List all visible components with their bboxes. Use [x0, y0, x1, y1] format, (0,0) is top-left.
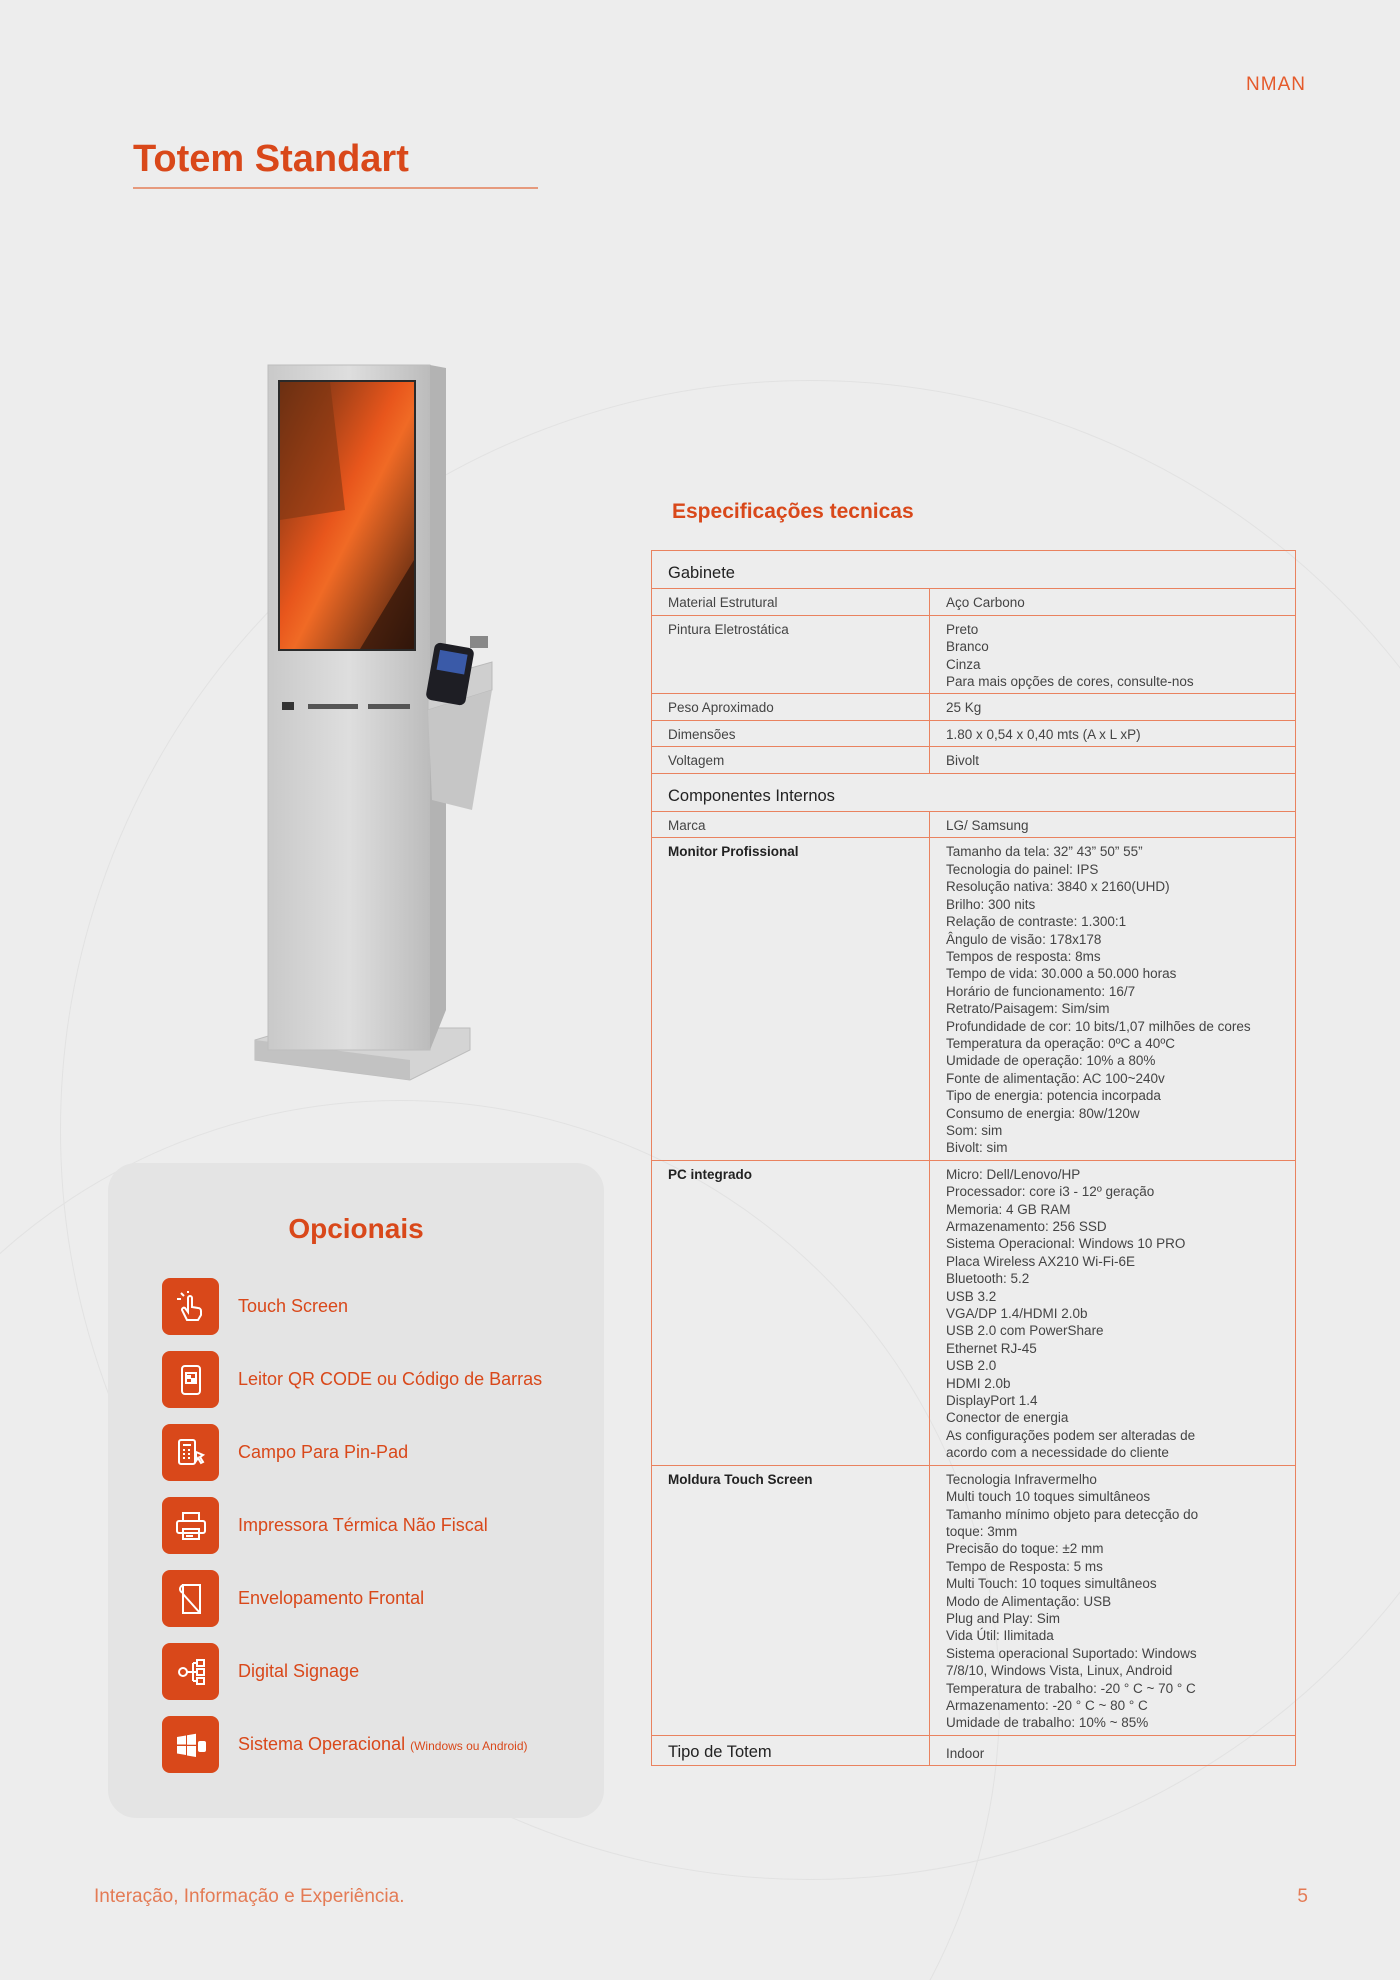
- qr-reader-icon: [162, 1351, 219, 1408]
- spec-value-line: Bivolt: sim: [946, 1140, 1008, 1156]
- spec-key: Dimensões: [652, 720, 930, 746]
- specs-table: [651, 550, 1296, 1766]
- spec-value-line: Conector de energia: [946, 1410, 1069, 1426]
- section-gabinete: Gabinete: [652, 551, 1296, 589]
- spec-value-line: Tamanho mínimo objeto para detecção do: [946, 1506, 1199, 1522]
- spec-value: LG/ Samsung: [930, 812, 1296, 838]
- spec-value-line: Memoria: 4 GB RAM: [946, 1201, 1071, 1217]
- spec-value-line: Tecnologia Infravermelho: [946, 1471, 1097, 1487]
- spec-value: 1.80 x 0,54 x 0,40 mts (A x L xP): [930, 720, 1296, 746]
- opcional-label: Envelopamento Frontal: [238, 1588, 425, 1608]
- table-row: [652, 1735, 1296, 1765]
- spec-value-line: Sistema Operacional: Windows 10 PRO: [946, 1236, 1186, 1252]
- os-icon: [162, 1716, 219, 1773]
- brand-name: NMAN: [1246, 74, 1306, 95]
- spec-value-line: Ângulo de visão: 178x178: [946, 931, 1102, 947]
- spec-value-line: Consumo de energia: 80w/120w: [946, 1105, 1140, 1121]
- opcional-label: Digital Signage: [238, 1661, 360, 1681]
- spec-value-line: USB 3.2: [946, 1288, 997, 1304]
- spec-value-line: Umidade de operação: 10% a 80%: [946, 1053, 1156, 1069]
- spec-value-line: Tempos de resposta: 8ms: [946, 948, 1101, 964]
- table-row: [652, 720, 1296, 746]
- spec-value-line: Umidade de trabalho: 10% ~ 85%: [946, 1715, 1149, 1731]
- spec-key: Peso Aproximado: [652, 694, 930, 720]
- section-componentes: Componentes Internos: [652, 773, 1296, 811]
- list-item: [162, 1351, 542, 1408]
- table-row: [652, 838, 1296, 1160]
- spec-key: Pintura Eletrostática: [652, 615, 930, 694]
- opcional-label: Campo Para Pin-Pad: [238, 1442, 409, 1462]
- footer-tagline: Interação, Informação e Experiência.: [94, 1886, 405, 1907]
- spec-value: [930, 1465, 1296, 1735]
- opcional-label: Leitor QR CODE ou Código de Barras: [238, 1369, 543, 1389]
- spec-value-line: Multi touch 10 toques simultâneos: [946, 1489, 1151, 1505]
- spec-value: [930, 1160, 1296, 1465]
- table-row: [652, 812, 1296, 838]
- table-row: [652, 589, 1296, 615]
- spec-value-line: Armazenamento: -20 ° C ~ 80 ° C: [946, 1697, 1148, 1713]
- spec-value: Aço Carbono: [930, 589, 1296, 615]
- spec-value-line: Som: sim: [946, 1122, 1003, 1138]
- spec-value-line: Resolução nativa: 3840 x 2160(UHD): [946, 879, 1170, 895]
- spec-value: Indoor: [930, 1735, 1296, 1765]
- touch-hand-icon: [162, 1278, 219, 1335]
- opcional-note: (Windows ou Android): [410, 1739, 528, 1753]
- opcionais-card: [108, 1163, 604, 1818]
- table-row: [652, 1465, 1296, 1735]
- spec-value: 25 Kg: [930, 694, 1296, 720]
- spec-value: Bivolt: [930, 747, 1296, 773]
- spec-value-line: As configurações podem ser alteradas de: [946, 1427, 1196, 1443]
- list-item: [162, 1497, 542, 1554]
- spec-value-line: Ethernet RJ-45: [946, 1340, 1037, 1356]
- spec-value: [930, 838, 1296, 1160]
- spec-key: Material Estrutural: [652, 589, 930, 615]
- wrap-icon: [162, 1570, 219, 1627]
- spec-key: PC integrado: [652, 1160, 930, 1465]
- opcional-label: Touch Screen: [238, 1296, 349, 1316]
- spec-value-line: Sistema operacional Suportado: Windows: [946, 1645, 1197, 1661]
- spec-value-line: USB 2.0: [946, 1358, 997, 1374]
- table-row: [652, 615, 1296, 694]
- spec-value-line: toque: 3mm: [946, 1523, 1018, 1539]
- spec-value-line: DisplayPort 1.4: [946, 1393, 1038, 1409]
- pin-pad-icon: [162, 1424, 219, 1481]
- spec-value-line: Tipo de energia: potencia incorpada: [946, 1088, 1161, 1104]
- spec-value-line: acordo com a necessidade do cliente: [946, 1445, 1169, 1461]
- spec-value-line: Plug and Play: Sim: [946, 1610, 1061, 1626]
- list-item: [162, 1643, 542, 1700]
- list-item: [162, 1278, 542, 1335]
- spec-value-line: Modo de Alimentação: USB: [946, 1593, 1112, 1609]
- spec-value-line: Brilho: 300 nits: [946, 896, 1036, 912]
- spec-value-line: VGA/DP 1.4/HDMI 2.0b: [946, 1306, 1088, 1322]
- spec-value-line: Retrato/Paisagem: Sim/sim: [946, 1001, 1110, 1017]
- spec-value-line: HDMI 2.0b: [946, 1375, 1011, 1391]
- spec-key: Moldura Touch Screen: [652, 1465, 930, 1735]
- opcionais-list: [162, 1278, 542, 1789]
- spec-value-line: Precisão do toque: ±2 mm: [946, 1541, 1104, 1557]
- spec-key: Voltagem: [652, 747, 930, 773]
- section-row: [652, 773, 1296, 811]
- spec-value-line: USB 2.0 com PowerShare: [946, 1323, 1104, 1339]
- spec-value-line: Profundidade de cor: 10 bits/1,07 milhões de cores: [946, 1018, 1251, 1034]
- table-row: [652, 747, 1296, 773]
- spec-value-line: Relação de contraste: 1.300:1: [946, 914, 1127, 930]
- spec-key: Tipo de Totem: [652, 1735, 930, 1765]
- spec-key: Marca: [652, 812, 930, 838]
- spec-value-line: Vida Útil: Ilimitada: [946, 1628, 1054, 1644]
- table-row: [652, 694, 1296, 720]
- opcionais-title: Opcionais: [288, 1213, 424, 1244]
- kiosk-image: [250, 360, 500, 1085]
- list-item: [162, 1570, 542, 1627]
- specs-heading: Especificações tecnicas: [672, 500, 914, 523]
- spec-value-line: Temperatura da operação: 0ºC a 40ºC: [946, 1035, 1175, 1051]
- spec-value-line: Tempo de vida: 30.000 a 50.000 horas: [946, 966, 1177, 982]
- spec-value-line: Bluetooth: 5.2: [946, 1271, 1030, 1287]
- list-item: [162, 1424, 542, 1481]
- spec-value-line: Tempo de Resposta: 5 ms: [946, 1558, 1103, 1574]
- table-row: [652, 1160, 1296, 1465]
- page-number: 5: [1297, 1886, 1308, 1907]
- printer-icon: [162, 1497, 219, 1554]
- opcional-label: Impressora Térmica Não Fiscal: [238, 1515, 488, 1535]
- section-row: [652, 551, 1296, 589]
- spec-value-line: Tecnologia do painel: IPS: [946, 861, 1099, 877]
- spec-value-line: 7/8/10, Windows Vista, Linux, Android: [946, 1663, 1173, 1679]
- opcional-label: Sistema Operacional (Windows ou Android): [238, 1734, 528, 1754]
- page-title: Totem Standart: [133, 138, 538, 189]
- spec-value-line: Tamanho da tela: 32” 43” 50” 55”: [946, 844, 1143, 860]
- spec-value-line: Fonte de alimentação: AC 100~240v: [946, 1070, 1165, 1086]
- spec-value-line: Placa Wireless AX210 Wi-Fi-6E: [946, 1253, 1136, 1269]
- spec-value-line: Multi Touch: 10 toques simultâneos: [946, 1576, 1157, 1592]
- list-item: [162, 1716, 542, 1773]
- spec-value-line: Horário de funcionamento: 16/7: [946, 983, 1136, 999]
- signage-icon: [162, 1643, 219, 1700]
- spec-value-line: Armazenamento: 256 SSD: [946, 1219, 1107, 1234]
- spec-key: Monitor Profissional: [652, 838, 930, 1160]
- spec-value-line: Micro: Dell/Lenovo/HP: [946, 1166, 1081, 1182]
- spec-value-line: Temperatura de trabalho: -20 ° C ~ 70 ° C: [946, 1680, 1196, 1696]
- spec-value: Preto Branco Cinza Para mais opções de cores, consulte-nos: [930, 615, 1296, 694]
- spec-value-line: Processador: core i3 - 12º geração: [946, 1184, 1155, 1200]
